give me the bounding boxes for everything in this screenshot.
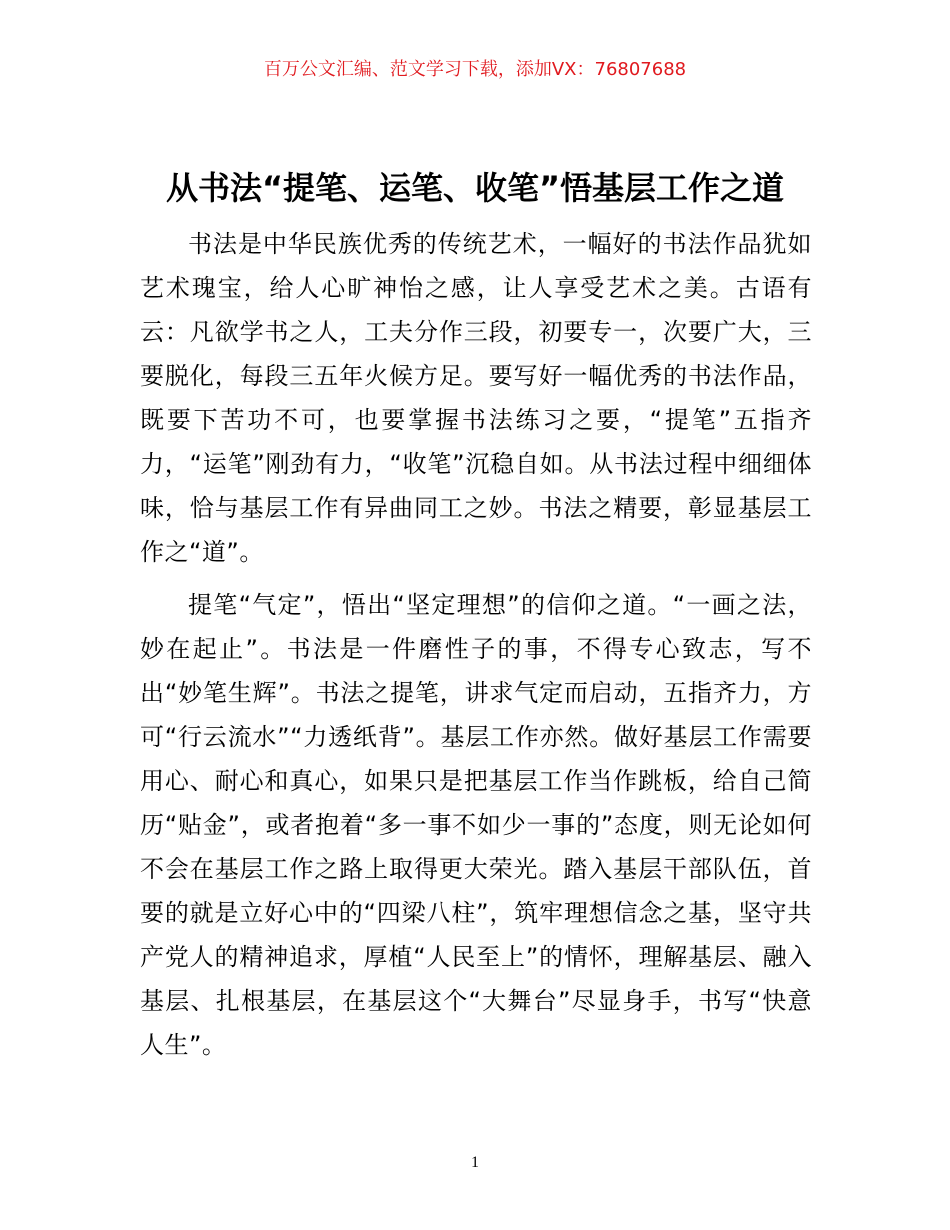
document-title: 从书法“提笔、运笔、收笔”悟基层工作之道 xyxy=(165,169,785,207)
page-number: 1 xyxy=(471,1154,479,1171)
header-promo-note: 百万公文汇编、范文学习下载，添加VX：76807688 xyxy=(263,59,687,80)
document-body xyxy=(140,222,812,1067)
paragraph-1: 书法是中华民族优秀的传统艺术，一幅好的书法作品犹如艺术瑰宝，给人心旷神怡之感，让人享受艺术之美。古语有云：凡欲学书之人，工夫分作三段，初要专一，次要广大，三要脱化，每段三五年火候方足。要写好一幅优秀的书法作品，既要下苦功不可，也要掌握书法练习之要，“提笔”五指齐力，“运笔”刚劲有力，“收笔”沉稳自如。从书法过程中细细体味，恰与基层工作有异曲同工之妙。书法之精要，彰显基层工作之“道”。 xyxy=(140,230,812,566)
paragraph-2: 提笔“气定”，悟出“坚定理想”的信仰之道。“一画之法，妙在起止”。书法是一件磨性子的事，不得专心致志，写不出“妙笔生辉”。书法之提笔，讲求气定而启动，五指齐力，方可“行云流水”“力透纸背”。基层工作亦然。做好基层工作需要用心、耐心和真心，如果只是把基层工作当作跳板，给自己简历“贴金”，或者抱着“多一事不如少一事的”态度，则无论如何不会在基层工作之路上取得更大荣光。踏入基层干部队伍，首要的就是立好心中的“四梁八柱”，筑牢理想信念之基，坚守共产党人的精神追求，厚植“人民至上”的情怀，理解基层、融入基层、扎根基层，在基层这个“大舞台”尽显身手，书写“快意人生”。 xyxy=(140,591,812,1059)
